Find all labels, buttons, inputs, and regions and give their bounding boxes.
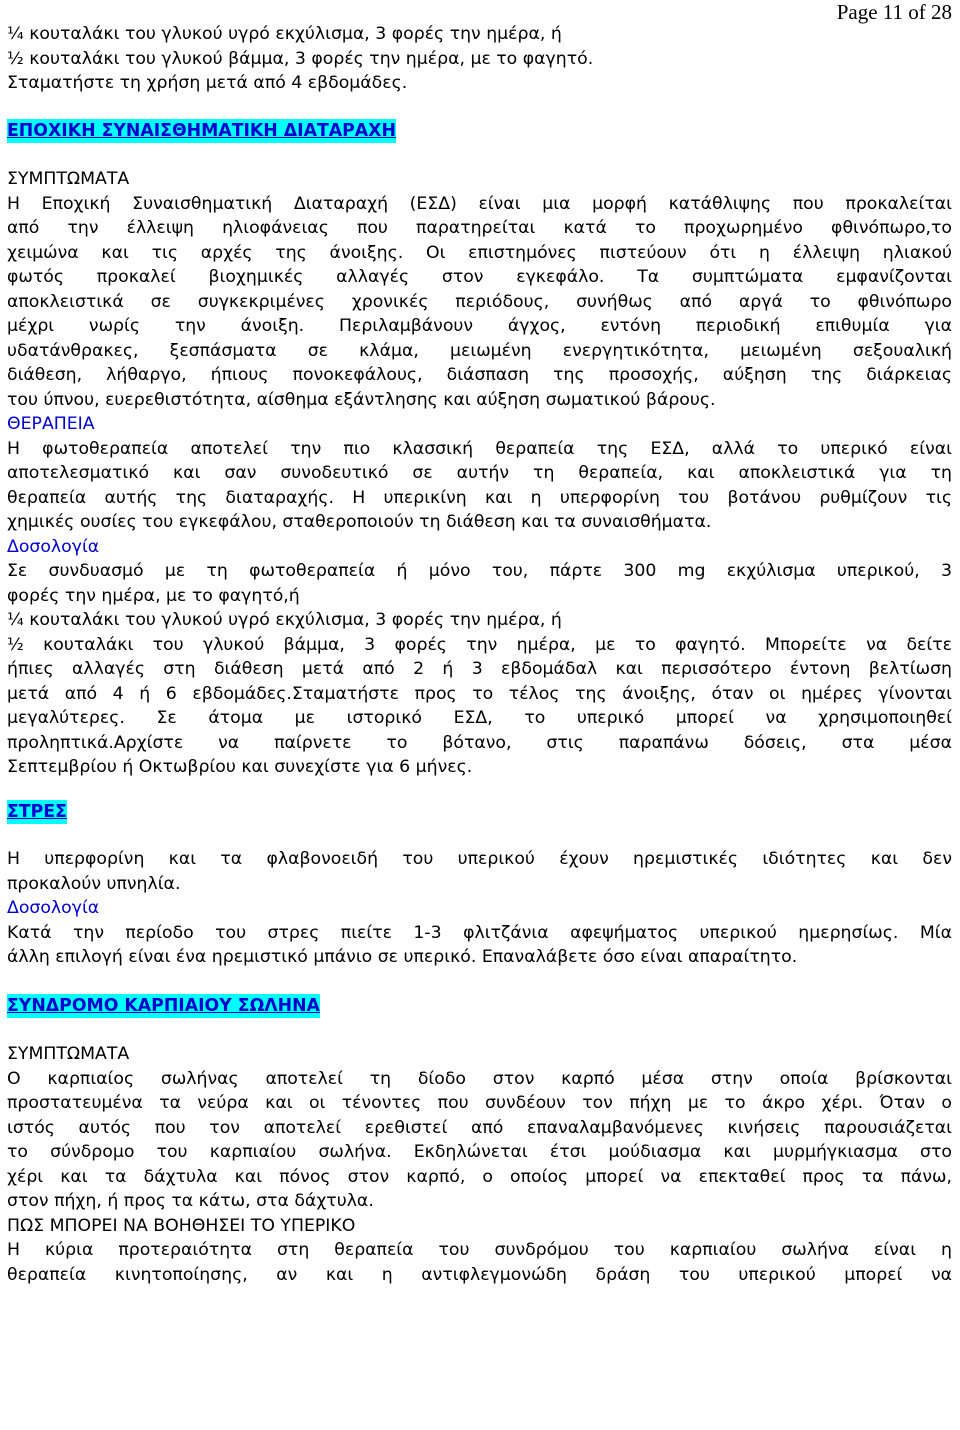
text-line: ιστός αυτός που τον αποτελεί ερεθιστεί από επαναλαμβανόμενες κινήσεις παρουσιάζεται [7, 1117, 952, 1138]
text-line: μεγαλύτερες. Σε άτομα με ιστορικό ΕΣΔ, το υπερικό μπορεί να χρησιμοποιηθεί [7, 708, 952, 728]
page-number: Page 11 of 28 [836, 0, 952, 24]
text-line: ¼ κουταλάκι του γλυκού υγρό εκχύλισμα, 3 φορές την ημέρα, ή [7, 610, 562, 630]
dosage-label: Δοσολογία [7, 536, 100, 557]
text-line: χημικές ουσίες του εγκεφάλου, σταθεροποιούν τη διάθεση και τα συναισθήματα. [7, 512, 712, 532]
text-line: από την έλλειψη ηλιοφάνειας που παρατηρείται κατά το προχωρημένο φθινόπωρο,το [7, 218, 952, 238]
text-line: μετά από 4 ή 6 εβδομάδες.Σταματήστε προς το τέλος της άνοιξης, όταν οι ημέρες γίνονται [7, 683, 952, 704]
text-line: θεραπεία κινητοποίησης, αν και η αντιφλεγμονώδη δράση του υπερικού μπορεί να [7, 1264, 952, 1285]
text-line: του ύπνου, ευερεθιστότητα, αίσθημα εξάντλησης και αύξηση σωματικού βάρους. [7, 389, 716, 410]
help-label: ΠΩΣ ΜΠΟΡΕΙ ΝΑ ΒΟΗΘΗΣΕΙ ΤΟ ΥΠΕΡΙΚΟ [7, 1215, 356, 1236]
therapy-label: ΘΕΡΑΠΕΙΑ [7, 414, 95, 434]
text-line: αποκλειστικά σε συγκεκριμένες χρονικές περιόδους, συνήθως από αργά το φθινόπωρο [7, 291, 952, 312]
text-line: χέρι και τα δάχτυλα και πόνος στον καρπό, ο οποίος μπορεί να επεκταθεί προς τα πάνω, [7, 1166, 952, 1187]
section-stress [7, 800, 952, 970]
text-line: το σύνδρομο του καρπιαίου σωλήνα. Εκδηλώνεται έτσι μούδιασμα και μυρμήγκιασμα στο [7, 1142, 952, 1162]
text-line: προληπτικά.Αρχίστε να παίρνετε το βότανο, στις παραπάνω δόσεις, στα μέσα [7, 732, 952, 753]
text-line: στον πήχη, ή προς τα κάτω, στα δάχτυλα. [7, 1191, 374, 1211]
text-line: αποτελεσματικό και σαν συνοδευτικό σε αυτήν τη θεραπεία, και αποκλειστικά για τη [7, 463, 952, 483]
text-line: Η φωτοθεραπεία αποτελεί την πιο κλασσική θεραπεία της ΕΣΔ, αλλά το υπερικό είναι [7, 438, 952, 459]
dosage-label: Δοσολογία [7, 898, 100, 918]
section-sad [7, 119, 952, 780]
text-line: Κατά την περίοδο του στρες πιείτε 1-3 φλιτζάνια αφεψήματος υπερικού ημερησίως. Μία [7, 922, 952, 943]
symptoms-label: ΣΥΜΠΤΩΜΑΤΑ [7, 1044, 130, 1064]
symptoms-label: ΣΥΜΠΤΩΜΑΤΑ [7, 169, 130, 189]
text-line: Σταματήστε τη χρήση μετά από 4 εβδομάδες. [7, 73, 408, 93]
text-line: θεραπεία αυτής της διαταραχής. Η υπερικίνη και η υπερφορίνη του βοτάνου ρυθμίζουν τις [7, 487, 952, 508]
section-heading-sad: ΕΠΟΧΙΚΗ ΣΥΝΑΙΣΘΗΜΑΤΙΚΗ ΔΙΑΤΑΡΑΧΗ [7, 119, 396, 144]
text-line: Σε συνδυασμό με τη φωτοθεραπεία ή μόνο του, πάρτε 300 mg εκχύλισμα υπερικού, 3 [7, 561, 952, 581]
text-line: φωτός προκαλεί βιοχημικές αλλαγές στον εγκεφάλο. Τα συμπτώματα εμφανίζονται [7, 267, 952, 287]
text-line: Σεπτεμβρίου ή Οκτωβρίου και συνεχίστε για 6 μήνες. [7, 757, 473, 777]
text-line: Η Εποχική Συναισθηματική Διαταραχή (ΕΣΔ) είναι μια μορφή κατάθλιψης που προκαλείται [7, 193, 952, 214]
text-line: υδατάνθρακες, ξεσπάσματα σε κλάμα, μειωμένη ενεργητικότητα, μειωμένη σεξουαλική [7, 340, 952, 361]
text-line: Η κύρια προτεραιότητα στη θεραπεία του συνδρόμου του καρπιαίου σωλήνα είναι η [7, 1240, 952, 1260]
text-line: προκαλούν υπνηλία. [7, 873, 181, 894]
text-line: προστατευμένα τα νεύρα και οι τένοντες που συνδέουν τον πήχη με το άκρο χέρι. Όταν ο [7, 1093, 952, 1113]
text-line: ½ κουταλάκι του γλυκού βάμμα, 3 φορές την ημέρα, με το φαγητό. Μπορείτε να δείτε [7, 634, 952, 655]
text-line: ήπιες αλλαγές στη διάθεση μετά από 2 ή 3 εβδομάδαλ και περισσότερο έντονη βελτίωση [7, 659, 952, 679]
text-line: ½ κουταλάκι του γλυκού βάμμα, 3 φορές την ημέρα, με το φαγητό. [7, 48, 594, 69]
text-line: Η υπερφορίνη και τα φλαβονοειδή του υπερικού έχουν ηρεμιστικές ιδιότητες και δεν [7, 849, 952, 869]
text-line: Ο καρπιαίος σωλήνας αποτελεί τη δίοδο στον καρπό μέσα στην οποία βρίσκονται [7, 1068, 952, 1089]
section-carpal-tunnel [7, 994, 952, 1288]
section-heading-stress: ΣΤΡΕΣ [7, 800, 67, 825]
text-line: ¼ κουταλάκι του γλυκού υγρό εκχύλισμα, 3 φορές την ημέρα, ή [7, 24, 562, 44]
text-line: άλλη επιλογή είναι ένα ηρεμιστικό μπάνιο σε υπερικό. Επαναλάβετε όσο είναι απαραίτητο. [7, 947, 798, 967]
text-line: διάθεση, λήθαργο, ήπιους πονοκεφάλους, διάσπαση της προσοχής, αύξηση της διάρκειας [7, 365, 952, 385]
text-line: φορές την ημέρα, με το φαγητό,ή [7, 585, 300, 606]
text-line: μέχρι νωρίς την άνοιξη. Περιλαμβάνουν άγχος, εντόνη περιοδική επιθυμία για [7, 316, 952, 336]
intro-dosage [7, 22, 952, 96]
section-heading-carpal-tunnel: ΣΥΝΔΡΟΜΟ ΚΑΡΠΙΑΙΟΥ ΣΩΛΗΝΑ [7, 994, 320, 1019]
text-line: χειμώνα και τις αρχές της άνοιξης. Οι επιστημόνες πιστεύουν ότι η έλλειψη ηλιακού [7, 242, 952, 263]
document-body [7, 22, 952, 1287]
